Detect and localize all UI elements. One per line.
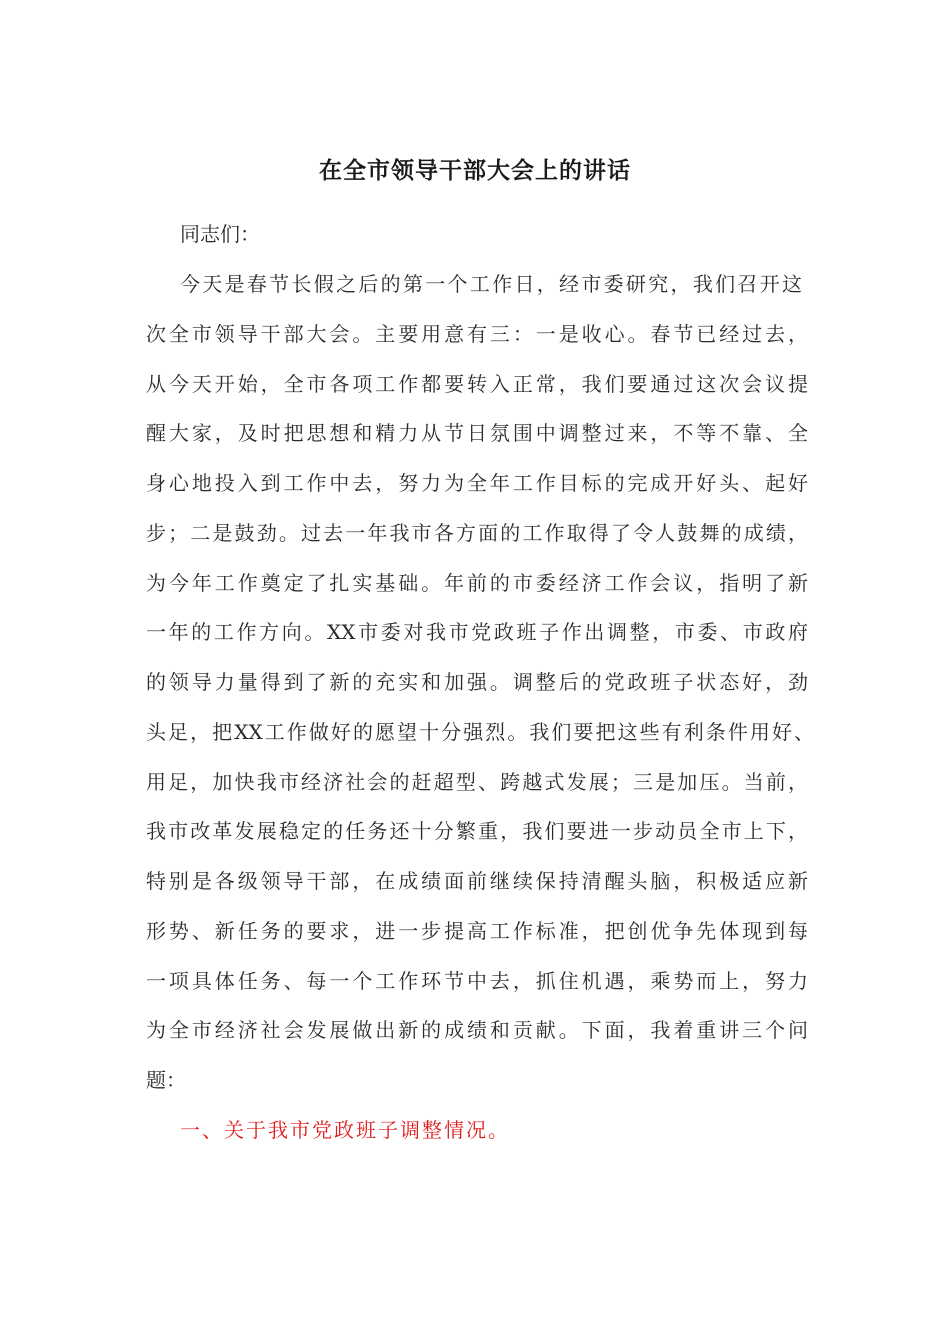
- paragraph-line: 特别是各级领导干部，在成绩面前继续保持清醒头脑，积极适应新: [146, 869, 808, 893]
- paragraph-line: 题：: [146, 1068, 186, 1092]
- paragraph-line: 次全市领导干部大会。主要用意有三：一是收心。春节已经过去，: [146, 322, 808, 346]
- paragraph-line: 为全市经济社会发展做出新的成绩和贡献。下面，我着重讲三个问: [146, 1018, 808, 1042]
- paragraph-line: 为今年工作奠定了扎实基础。年前的市委经济工作会议，指明了新: [146, 571, 808, 595]
- paragraph-line: 的领导力量得到了新的充实和加强。调整后的党政班子状态好，劲: [146, 670, 808, 694]
- paragraph-line: 身心地投入到工作中去，努力为全年工作目标的完成开好头、起好: [146, 471, 808, 495]
- paragraph-line: 今天是春节长假之后的第一个工作日，经市委研究，我们召开这: [180, 272, 802, 296]
- salutation: 同志们：: [180, 222, 260, 246]
- paragraph-line: 从今天开始，全市各项工作都要转入正常，我们要通过这次会议提: [146, 372, 808, 396]
- paragraph-line: 醒大家，及时把思想和精力从节日氛围中调整过来，不等不靠、全: [146, 421, 808, 445]
- paragraph-line: 用足，加快我市经济社会的赶超型、跨越式发展；三是加压。当前，: [146, 770, 808, 794]
- paragraph-line: 形势、新任务的要求，进一步提高工作标准，把创优争先体现到每: [146, 919, 808, 943]
- paragraph-line: 头足，把XX工作做好的愿望十分强烈。我们要把这些有利条件用好、: [146, 720, 814, 744]
- section-heading: 一、关于我市党政班子调整情况。: [180, 1118, 510, 1142]
- paragraph-line: 我市改革发展稳定的任务还十分繁重，我们要进一步动员全市上下，: [146, 819, 808, 843]
- paragraph-line: 步；二是鼓劲。过去一年我市各方面的工作取得了令人鼓舞的成绩，: [146, 521, 808, 545]
- paragraph-line: 一项具体任务、每一个工作环节中去，抓住机遇，乘势而上，努力: [146, 969, 808, 993]
- document-title: 在全市领导干部大会上的讲话: [319, 157, 631, 184]
- paragraph-line: 一年的工作方向。XX市委对我市党政班子作出调整，市委、市政府: [146, 620, 808, 644]
